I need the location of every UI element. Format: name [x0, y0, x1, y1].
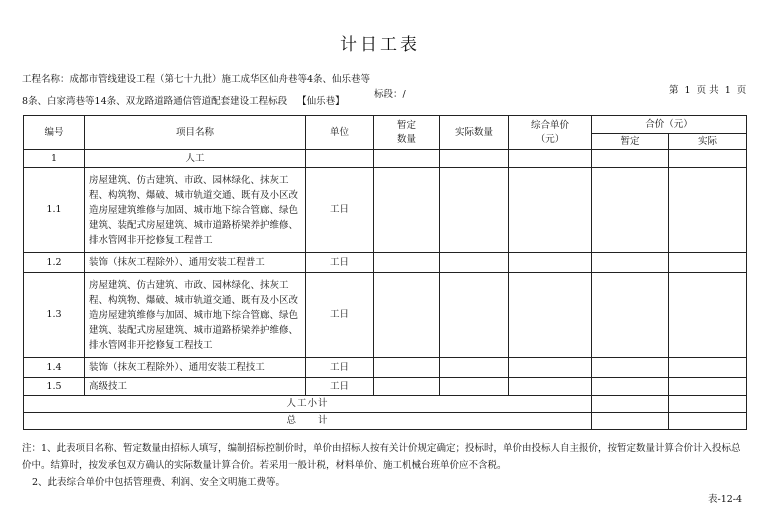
cell-total-provisional — [592, 378, 669, 396]
total-label: 总 计 — [24, 413, 592, 430]
header-unit-price-line2: （元） — [535, 133, 565, 145]
page-label: 第 — [669, 85, 679, 96]
project-name-line-2-text: 8条、白家湾巷等14条、双龙路道路通信管道配套建设工程标段 — [22, 96, 288, 107]
cell-total-actual — [669, 273, 747, 358]
header-unit-price — [509, 116, 592, 150]
project-sub-label: 【仙乐巷】 — [297, 96, 345, 107]
subtotal-provisional — [592, 396, 669, 413]
page-end-label: 页 — [736, 85, 747, 96]
row-no: 1 — [24, 150, 85, 168]
row-unit: 工日 — [306, 378, 374, 396]
cell-unit-price — [509, 358, 592, 378]
cell-provisional-qty — [374, 253, 440, 273]
header-provisional-qty-line1: 暂定 — [396, 119, 416, 131]
row-name: 高级技工 — [85, 378, 306, 396]
table-row — [24, 378, 747, 396]
subtotal-row — [24, 396, 747, 413]
page-title: 计日工表 — [340, 35, 420, 55]
row-unit: 工日 — [306, 273, 374, 358]
row-unit: 工日 — [306, 253, 374, 273]
project-name-line-1: 工程名称：成都市管线建设工程（第七十九批）施工成华区仙舟巷等4条、仙乐巷等 — [22, 74, 371, 85]
cell-total-actual — [669, 168, 747, 253]
table-row — [24, 150, 747, 168]
total-row — [24, 413, 747, 430]
header-no: 编号 — [24, 116, 85, 150]
cell-total-provisional — [592, 150, 669, 168]
total-actual — [669, 413, 747, 430]
cell-provisional-qty — [374, 378, 440, 396]
row-name: 装饰（抹灰工程除外）、通用安装工程普工 — [85, 253, 306, 273]
row-no: 1.3 — [24, 273, 85, 358]
cell-provisional-qty — [374, 273, 440, 358]
cell-unit-price — [509, 253, 592, 273]
daywork-table — [23, 115, 747, 430]
cell-total-provisional — [592, 273, 669, 358]
cell-actual-qty — [440, 273, 509, 358]
row-name: 房屋建筑、仿古建筑、市政、园林绿化、抹灰工程、构筑物、爆破、城市轨道交通、既有及小区改造房屋建筑维修与加固、城市地下综合管廊、绿色建筑、装配式房屋建筑、城市道路桥梁养护维修、排水管网非开挖修复工程普工 — [85, 168, 306, 253]
total-provisional — [592, 413, 669, 430]
cell-total-provisional — [592, 358, 669, 378]
cell-actual-qty — [440, 150, 509, 168]
table-row — [24, 253, 747, 273]
header-total-actual: 实际 — [669, 134, 747, 150]
row-unit — [306, 150, 374, 168]
cell-actual-qty — [440, 253, 509, 273]
row-no: 1.4 — [24, 358, 85, 378]
header-unit-price-line1: 综合单价 — [530, 119, 569, 131]
cell-total-actual — [669, 358, 747, 378]
subtotal-label: 人工小计 — [24, 396, 592, 413]
cell-actual-qty — [440, 358, 509, 378]
header-actual-qty: 实际数量 — [440, 116, 509, 150]
page-mid-label: 页 共 — [696, 85, 719, 96]
cell-actual-qty — [440, 168, 509, 253]
note-2: 2、此表综合单价中包括管理费、利润、安全文明施工费等。 — [32, 477, 286, 488]
row-name: 装饰（抹灰工程除外）、通用安装工程技工 — [85, 358, 306, 378]
page-total: 1 — [724, 85, 731, 96]
row-no: 1.1 — [24, 168, 85, 253]
header-provisional-qty-line2: 数量 — [396, 133, 416, 145]
row-unit: 工日 — [306, 358, 374, 378]
header-total: 合价（元） — [592, 116, 747, 134]
cell-provisional-qty — [374, 150, 440, 168]
table-row — [24, 358, 747, 378]
cell-total-actual — [669, 150, 747, 168]
table-code: 表-12-4 — [708, 494, 743, 505]
row-unit: 工日 — [306, 168, 374, 253]
table-row — [24, 273, 747, 358]
row-name: 房屋建筑、仿古建筑、市政、园林绿化、抹灰工程、构筑物、爆破、城市轨道交通、既有及小区改造房屋建筑维修与加固、城市地下综合管廊、绿色建筑、装配式房屋建筑、城市道路桥梁养护维修、排水管网非开挖修复工程技工 — [85, 273, 306, 358]
cell-unit-price — [509, 273, 592, 358]
cell-provisional-qty — [374, 358, 440, 378]
cell-total-actual — [669, 253, 747, 273]
row-no: 1.5 — [24, 378, 85, 396]
cell-actual-qty — [440, 378, 509, 396]
cell-total-provisional — [592, 168, 669, 253]
page-current: 1 — [684, 85, 691, 96]
section-label: 标段：/ — [374, 89, 406, 100]
notes — [22, 440, 746, 491]
header-total-provisional: 暂定 — [592, 134, 669, 150]
cell-unit-price — [509, 150, 592, 168]
header-name: 项目名称 — [85, 116, 306, 150]
row-no: 1.2 — [24, 253, 85, 273]
project-name-line-2 — [22, 93, 345, 107]
subtotal-actual — [669, 396, 747, 413]
header-unit: 单位 — [306, 116, 374, 150]
note-1: 注：1、此表项目名称、暂定数量由招标人填写，编制招标控制价时，单价由招标人按有关计价规定确定；投标时，单价由投标人自主报价，按暂定数量计算合价计入投标总价中。结算时，按发承包双方确认的实际数量计算合价。若采用一般计税，材料单价、施工机械台班单价应不含税。 — [22, 443, 741, 471]
cell-unit-price — [509, 168, 592, 253]
cell-provisional-qty — [374, 168, 440, 253]
cell-total-actual — [669, 378, 747, 396]
table-row — [24, 168, 747, 253]
header-provisional-qty — [374, 116, 440, 150]
cell-unit-price — [509, 378, 592, 396]
row-name: 人工 — [85, 150, 306, 168]
cell-total-provisional — [592, 253, 669, 273]
page-info — [669, 82, 749, 96]
